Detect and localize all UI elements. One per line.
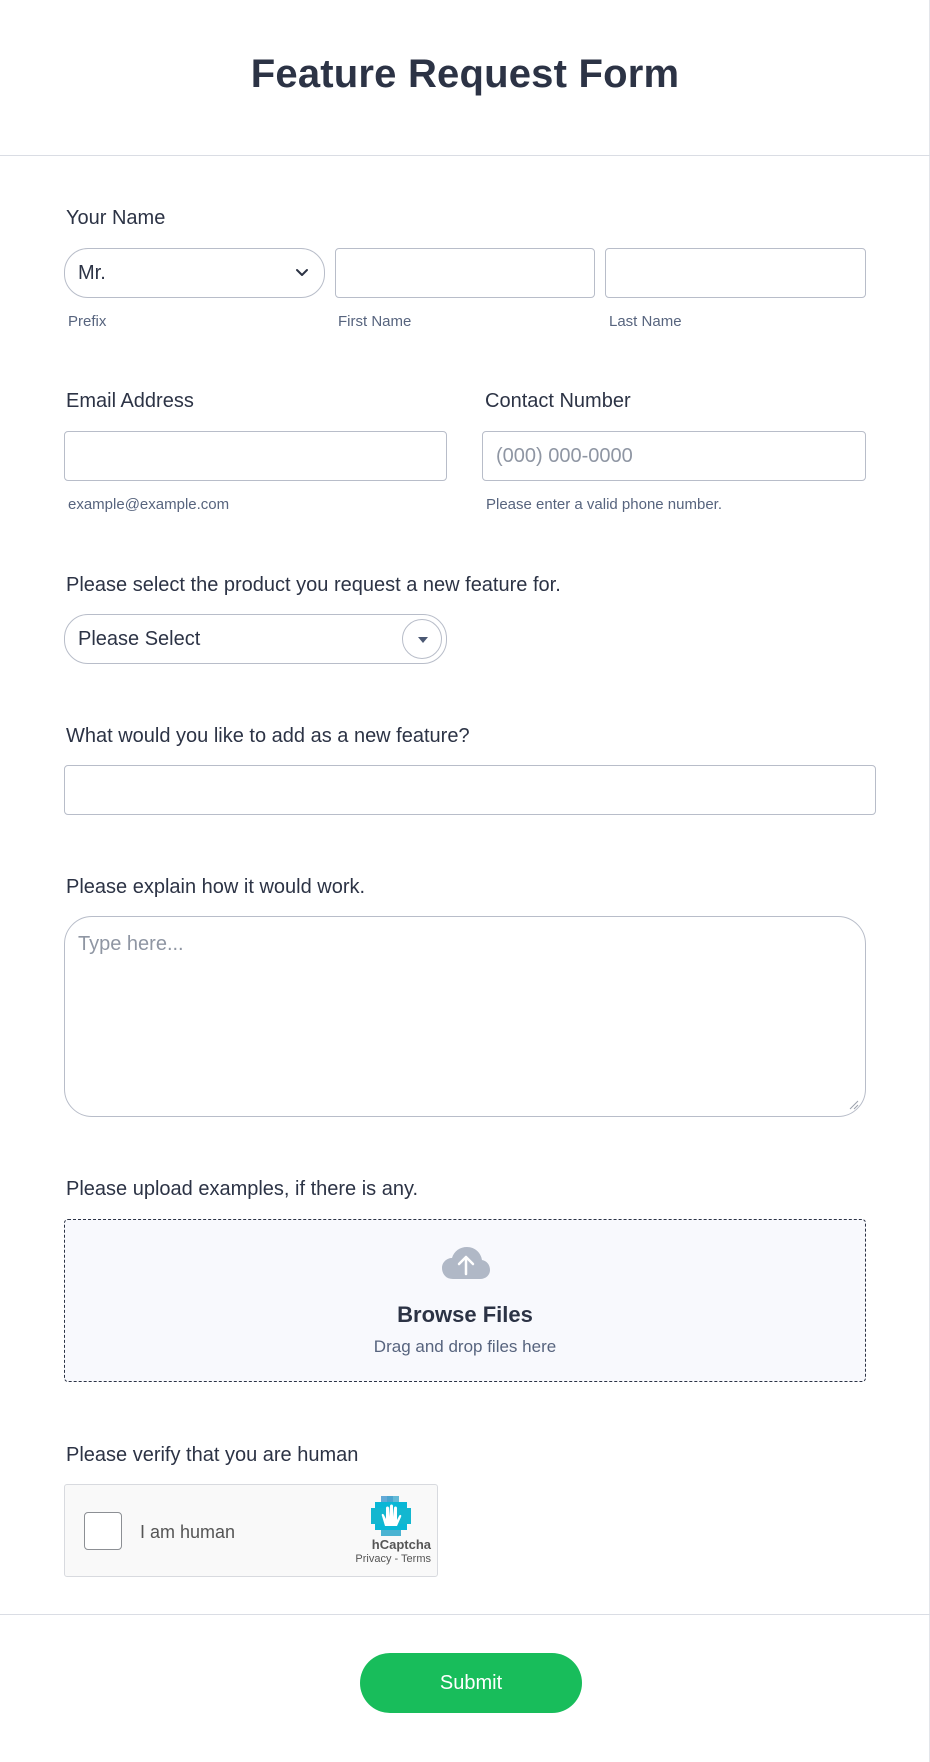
form-title: Feature Request Form — [250, 52, 680, 96]
upload-hint: Drag and drop files here — [373, 1337, 557, 1356]
file-upload-dropzone[interactable] — [64, 1219, 866, 1382]
prefix-value: Mr. — [78, 262, 106, 284]
product-value: Please Select — [78, 628, 201, 650]
email-sublabel: example@example.com — [68, 496, 230, 513]
browse-files-button[interactable]: Browse Files — [397, 1302, 533, 1327]
upload-label: Please upload examples, if there is any. — [66, 1178, 419, 1200]
captcha-checkbox-label: I am human — [140, 1522, 236, 1542]
captcha-label: Please verify that you are human — [66, 1444, 359, 1466]
hcaptcha-brand: hCaptcha — [371, 1537, 431, 1552]
hcaptcha-logo-icon — [371, 1496, 411, 1536]
explain-placeholder: Type here... — [78, 933, 184, 955]
email-input[interactable] — [64, 431, 447, 481]
name-label: Your Name — [66, 207, 166, 229]
phone-input[interactable] — [482, 431, 866, 481]
explain-textarea[interactable] — [64, 916, 866, 1117]
product-select[interactable] — [64, 614, 447, 664]
header-divider — [0, 155, 930, 156]
feature-label: What would you like to add as a new feature? — [66, 725, 470, 747]
email-label: Email Address — [66, 390, 194, 412]
hcaptcha-links[interactable]: Privacy - Terms — [355, 1553, 431, 1565]
caret-down-icon — [416, 635, 430, 645]
resize-grip-icon[interactable] — [849, 1100, 859, 1110]
feature-input[interactable] — [64, 765, 876, 815]
explain-label: Please explain how it would work. — [66, 876, 366, 898]
phone-label: Contact Number — [485, 390, 631, 412]
hcaptcha-widget — [64, 1484, 438, 1577]
first-name-sublabel: First Name — [338, 313, 412, 330]
captcha-checkbox[interactable] — [84, 1512, 122, 1550]
prefix-sublabel: Prefix — [68, 313, 107, 330]
submit-button[interactable]: Submit — [360, 1653, 582, 1713]
prefix-select[interactable] — [64, 248, 325, 298]
first-name-input[interactable] — [335, 248, 595, 298]
cloud-upload-icon — [441, 1246, 491, 1280]
last-name-sublabel: Last Name — [609, 313, 682, 330]
chevron-down-icon — [295, 267, 309, 279]
phone-placeholder: (000) 000-0000 — [496, 445, 633, 467]
product-label: Please select the product you request a new feature for. — [66, 574, 561, 596]
last-name-input[interactable] — [605, 248, 866, 298]
footer-divider — [0, 1614, 930, 1615]
phone-sublabel: Please enter a valid phone number. — [486, 496, 722, 513]
product-select-button[interactable] — [402, 619, 442, 659]
